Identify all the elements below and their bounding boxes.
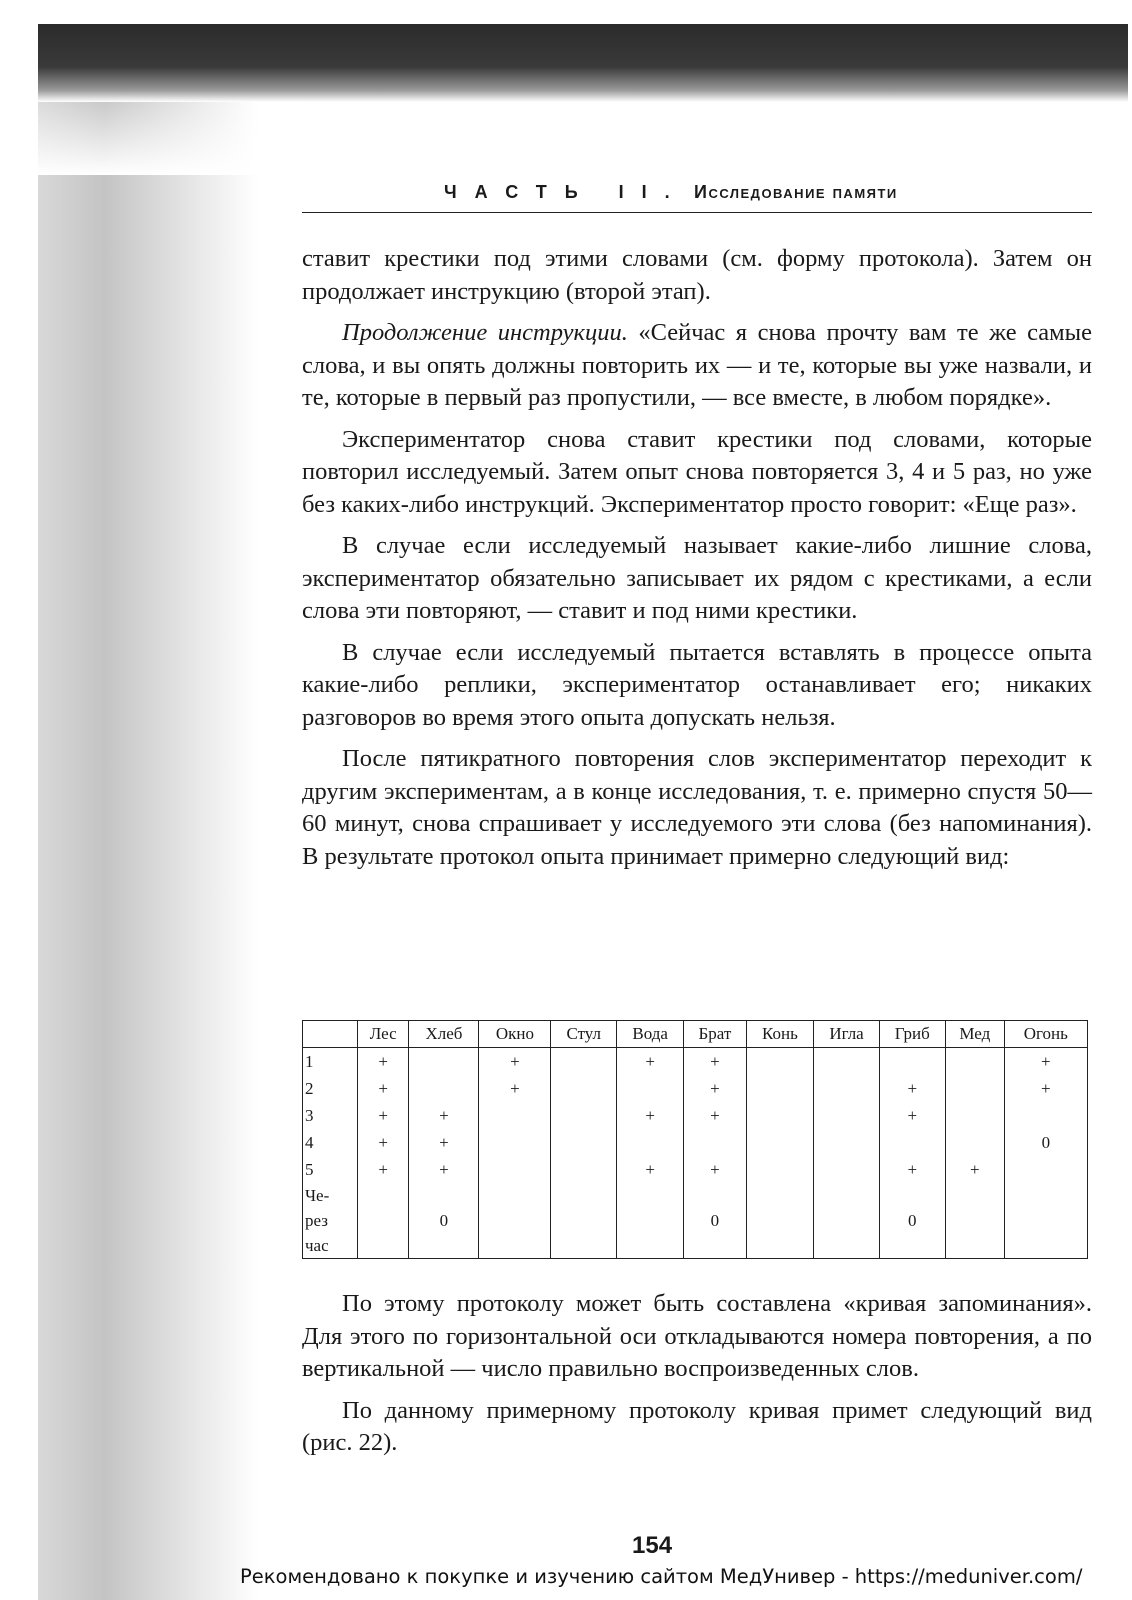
table-cell	[684, 1129, 745, 1156]
table-cell: +	[510, 1052, 520, 1071]
row-label: 3	[305, 1106, 314, 1125]
row-label: 2	[305, 1079, 314, 1098]
column-cells	[551, 1048, 617, 1259]
column-header: Окно	[479, 1021, 551, 1048]
column-header: Гриб	[879, 1021, 945, 1048]
table-cell	[551, 1183, 616, 1258]
table-cell	[551, 1156, 616, 1183]
table-cell	[747, 1048, 814, 1075]
table-cell: +	[645, 1160, 655, 1179]
column-cells	[616, 1048, 683, 1259]
table-cell	[880, 1129, 945, 1156]
paragraph: По данному примерному протоколу кривая примет следующий вид (рис. 22).	[302, 1396, 1092, 1456]
paragraph: По этому протоколу может быть составлена «кривая запоминания». Для этого по горизонтальной оси откладываются номера повторения, а по вертикальной — число правильно воспроизведенных слов.	[302, 1290, 1092, 1382]
scan-edge-shadow	[38, 24, 1128, 102]
table-cell: 0	[908, 1211, 917, 1230]
table-cell	[617, 1129, 683, 1156]
gutter-fade	[38, 95, 298, 175]
table-cell: +	[907, 1160, 918, 1179]
row-label: 4	[305, 1133, 314, 1152]
column-header: Брат	[684, 1021, 746, 1048]
table-cell: +	[970, 1160, 980, 1179]
column-header: Огонь	[1004, 1021, 1087, 1048]
table-cell	[946, 1075, 1004, 1102]
table-cell	[946, 1129, 1004, 1156]
column-header: Игла	[814, 1021, 879, 1048]
table-cell	[747, 1075, 814, 1102]
column-header: Лес	[358, 1021, 409, 1048]
table-cell: +	[710, 1052, 720, 1071]
paragraph-text: «Сейчас я снова прочту вам те же самые слова, и вы опять должны повторить их — и те, которые вы уже назвали, и те, которые в первый раз пропустили, — все вместе, в любом порядке».	[302, 319, 1092, 411]
table-header-row	[303, 1021, 1088, 1048]
table-cell	[747, 1183, 814, 1258]
column-cells	[814, 1048, 879, 1259]
paragraph	[302, 317, 1092, 415]
table-cell	[814, 1048, 878, 1075]
table-cell	[814, 1183, 878, 1258]
column-cells	[684, 1048, 746, 1259]
table-cell	[617, 1075, 683, 1102]
table-cell: 0	[710, 1211, 720, 1230]
running-head-part: ЧАСТЬ II.	[444, 182, 688, 202]
row-label: 5	[305, 1160, 314, 1179]
page-number: 154	[632, 1532, 673, 1559]
running-head	[302, 178, 1092, 213]
column-cells	[1004, 1048, 1087, 1259]
paragraph: После пятикратного повторения слов экспериментатор переходит к другим экспериментам, а в конце исследования, т. е. примерно спустя 50—60 минут, снова спрашивает у исследуемого эти слова (без напоминания). В результате протокол опыта принимает примерно следующий вид:	[302, 745, 1092, 870]
column-header: Хлеб	[409, 1021, 479, 1048]
table-cell: 0	[439, 1211, 449, 1230]
table-cell	[479, 1183, 550, 1258]
paragraph: В случае если исследуемый называет какие-либо лишние слова, экспериментатор обязательно записывает их рядом с крестиками, а если слова эти повторяют, — ставит и под ними крестики.	[302, 532, 1092, 624]
column-cells	[358, 1048, 409, 1259]
table-cell	[1005, 1102, 1087, 1129]
table-cell	[814, 1129, 878, 1156]
table-cell	[551, 1075, 616, 1102]
table-cell	[946, 1183, 1004, 1258]
table-cell: +	[710, 1160, 720, 1179]
column-cells	[879, 1048, 945, 1259]
table-cell: +	[1041, 1052, 1051, 1071]
table-cell	[814, 1156, 878, 1183]
column-header: Мед	[945, 1021, 1004, 1048]
table-cell	[946, 1048, 1004, 1075]
table-cell: +	[907, 1106, 918, 1125]
table-cell: +	[378, 1106, 389, 1125]
table-cell	[409, 1075, 478, 1102]
table-cell: 0	[1041, 1133, 1051, 1152]
italic-lead: Продолжение инструкции.	[342, 319, 628, 346]
table-cell: +	[1041, 1079, 1051, 1098]
body-text-after-table	[302, 1288, 1092, 1469]
watermark-footer: Рекомендовано к покупке и изучению сайтом МедУнивер - https://meduniver.com/	[240, 1565, 1083, 1588]
table-cell: +	[378, 1079, 389, 1098]
table-cell: +	[510, 1079, 520, 1098]
table-cell	[747, 1102, 814, 1129]
paragraph: В случае если исследуемый пытается вставлять в процессе опыта какие-либо реплики, экспериментатор останавливает его; никаких разговоров во время этого опыта допускать нельзя.	[302, 638, 1092, 731]
table-cell: +	[378, 1133, 389, 1152]
column-cells	[746, 1048, 814, 1259]
table-cell: +	[645, 1106, 655, 1125]
table-cell	[479, 1102, 550, 1129]
table-cell: +	[645, 1052, 655, 1071]
row-labels-column	[303, 1048, 358, 1259]
column-header: Конь	[746, 1021, 814, 1048]
row-label: 1	[305, 1052, 314, 1071]
table-cell	[946, 1102, 1004, 1129]
table-cell	[479, 1129, 550, 1156]
table-cell	[747, 1156, 814, 1183]
column-header: Стул	[551, 1021, 617, 1048]
table-cell	[551, 1048, 616, 1075]
table-cell	[617, 1183, 683, 1258]
table-cell	[747, 1129, 814, 1156]
table-cell: +	[439, 1106, 449, 1125]
column-cells	[409, 1048, 479, 1259]
paragraph: ставит крестики под этими словами (см. форму протокола). Затем он продолжает инструкцию (второй этап).	[302, 245, 1092, 305]
table-body-row	[303, 1048, 1088, 1259]
table-cell	[814, 1075, 878, 1102]
table-cell	[358, 1183, 408, 1258]
running-head-title: Исследование памяти	[694, 182, 898, 202]
table-cell	[551, 1129, 616, 1156]
table-cell: +	[378, 1160, 389, 1179]
table-cell	[1005, 1183, 1087, 1258]
table-cell	[409, 1048, 478, 1075]
table-cell	[479, 1156, 550, 1183]
body-text-before-table	[302, 243, 1092, 882]
table-cell: +	[439, 1160, 449, 1179]
table-cell	[880, 1048, 945, 1075]
table-cell	[814, 1102, 878, 1129]
table-cell	[1005, 1156, 1087, 1183]
paragraph: Экспериментатор снова ставит крестики под словами, которые повторил исследуемый. Затем опыт снова повторяется 3, 4 и 5 раз, но уже без каких-либо инструкций. Экспериментатор просто говорит: «Еще раз».	[302, 425, 1092, 518]
table-cell: +	[439, 1133, 449, 1152]
table-cell: +	[907, 1079, 918, 1098]
table-cell: +	[710, 1079, 720, 1098]
protocol-table	[302, 1020, 1088, 1259]
column-header: Вода	[616, 1021, 683, 1048]
column-cells	[479, 1048, 551, 1259]
table-cell: +	[378, 1052, 389, 1071]
table-cell: +	[710, 1106, 720, 1125]
column-cells	[945, 1048, 1004, 1259]
table-cell	[551, 1102, 616, 1129]
row-label: Че-рез час	[305, 1186, 330, 1255]
book-gutter-shadow	[38, 24, 258, 1600]
column-header	[303, 1021, 358, 1048]
